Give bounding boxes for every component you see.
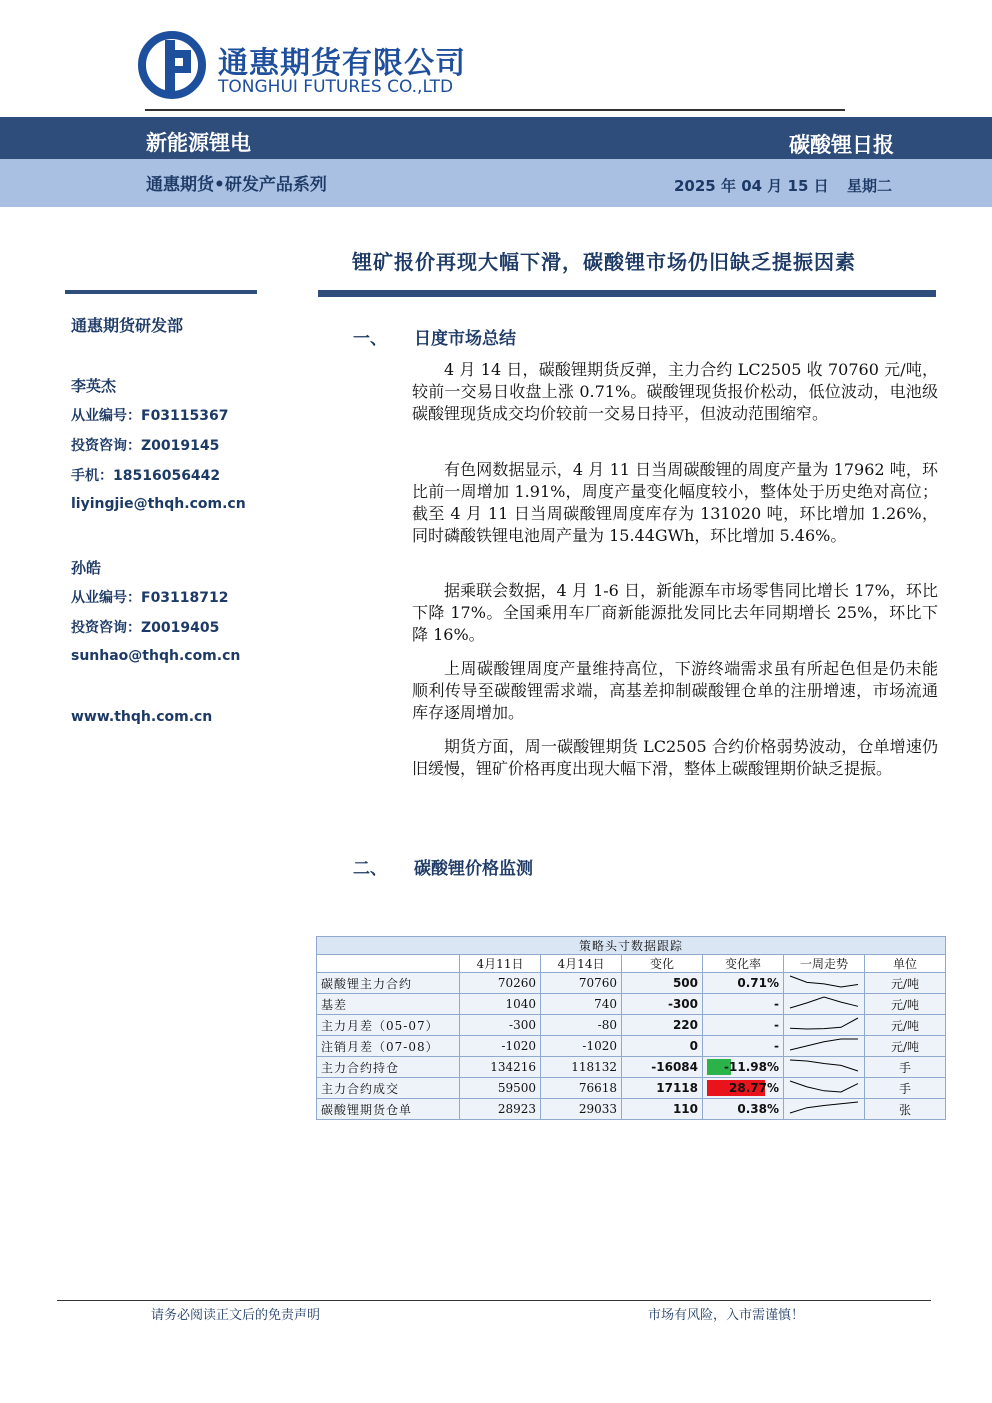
trend-line — [790, 997, 858, 1008]
cell-change: -16084 — [622, 1057, 703, 1078]
table-row — [317, 1015, 946, 1036]
cell-change-rate — [703, 973, 784, 994]
trend-sparkline — [784, 1036, 864, 1053]
change-rate-text: - — [774, 1018, 779, 1032]
cell-unit: 元/吨 — [865, 994, 946, 1015]
paragraph: 据乘联会数据，4 月 1-6 日，新能源车市场零售同比增长 17%，环比下降 17%。全国乘用车厂商新能源批发同比去年同期增长 25%，环比下降 16%。 — [412, 581, 938, 644]
cell-change: 500 — [622, 973, 703, 994]
analyst-email[interactable]: sunhao@thqh.com.cn — [71, 648, 241, 664]
title-divider — [318, 290, 936, 297]
disclaimer-note: 请务必阅读正文后的免责声明 — [151, 1308, 321, 1323]
cell-change-rate — [703, 1099, 784, 1120]
header-cell: 4月11日 — [460, 955, 541, 973]
website-link[interactable]: www.thqh.com.cn — [71, 709, 213, 725]
report-type-label: 碳酸锂日报 — [789, 133, 894, 157]
analyst-email[interactable]: liyingjie@thqh.com.cn — [71, 496, 246, 512]
trend-line — [790, 1102, 858, 1113]
change-rate-text: 28.77% — [729, 1081, 779, 1095]
header-cell: 变化率 — [703, 955, 784, 973]
cell-apr14: 76618 — [541, 1078, 622, 1099]
paragraph: 上周碳酸锂周度产量维持高位，下游终端需求虽有所起色但是仍未能顺利传导至碳酸锂需求端，高基差抑制碳酸锂仓单的注册增速，市场流通库存逐周增加。 — [412, 659, 938, 722]
row-label: 主力月差（05-07） — [317, 1015, 460, 1036]
paragraph: 有色网数据显示，4 月 11 日当周碳酸锂的周度产量为 17962 吨，环比前一周增加 1.91%，周度产量变化幅度较小，整体处于历史绝对高位；截至 4 月 11 日当周碳酸锂周度库存为 131020 吨，环比增加 1.26%，同时磷酸铁锂电池周产量为 15.44GWh，环比增加 5.46%。 — [412, 460, 938, 545]
cell-change-rate — [703, 1036, 784, 1057]
table-caption: 策略头寸数据跟踪 — [317, 937, 946, 955]
cell-apr11: 28923 — [460, 1099, 541, 1120]
cell-unit: 手 — [865, 1078, 946, 1099]
analyst-phone: 手机：18516056442 — [71, 468, 221, 484]
cell-unit: 手 — [865, 1057, 946, 1078]
table-row — [317, 973, 946, 994]
analyst-consult: 投资咨询：Z0019405 — [71, 620, 220, 636]
sector-label: 新能源锂电 — [146, 131, 251, 155]
report-weekday: 星期二 — [847, 177, 893, 195]
header-divider — [145, 109, 845, 111]
cell-trend — [784, 1099, 865, 1120]
analyst-license: 从业编号：F03115367 — [71, 408, 229, 424]
header-cell: 单位 — [865, 955, 946, 973]
analyst-license: 从业编号：F03118712 — [71, 590, 229, 606]
cell-apr11: 1040 — [460, 994, 541, 1015]
risk-warning: 市场有风险，入市需谨慎！ — [648, 1308, 805, 1323]
cell-change: 17118 — [622, 1078, 703, 1099]
department-name: 通惠期货研发部 — [71, 316, 184, 335]
row-label: 碳酸锂主力合约 — [317, 973, 460, 994]
series-label: 通惠期货•研发产品系列 — [146, 175, 327, 195]
section-title: 日度市场总结 — [414, 329, 516, 349]
cell-apr14: 740 — [541, 994, 622, 1015]
table-row — [317, 1057, 946, 1078]
trend-sparkline — [784, 1015, 864, 1032]
cell-change: 0 — [622, 1036, 703, 1057]
cell-apr11: -300 — [460, 1015, 541, 1036]
header-cell: 变化 — [622, 955, 703, 973]
change-rate-text: - — [774, 997, 779, 1011]
table-row — [317, 1078, 946, 1099]
cell-apr11: 59500 — [460, 1078, 541, 1099]
cell-trend — [784, 994, 865, 1015]
cell-unit: 元/吨 — [865, 1036, 946, 1057]
cell-change-rate — [703, 1057, 784, 1078]
company-logo-icon — [137, 30, 207, 100]
cell-apr14: 29033 — [541, 1099, 622, 1120]
row-label: 基差 — [317, 994, 460, 1015]
trend-line — [790, 1018, 858, 1029]
analyst-consult: 投资咨询：Z0019145 — [71, 438, 220, 454]
trend-sparkline — [784, 1099, 864, 1116]
cell-trend — [784, 1078, 865, 1099]
cell-apr11: 134216 — [460, 1057, 541, 1078]
cell-apr14: 118132 — [541, 1057, 622, 1078]
cell-change: 220 — [622, 1015, 703, 1036]
section-title: 碳酸锂价格监测 — [414, 859, 533, 879]
price-monitor-table — [316, 936, 946, 1120]
cell-change: 110 — [622, 1099, 703, 1120]
row-label: 注销月差（07-08） — [317, 1036, 460, 1057]
table-header-row — [317, 955, 946, 973]
change-rate-text: 0.38% — [737, 1102, 779, 1116]
trend-line — [790, 976, 858, 987]
trend-sparkline — [784, 1057, 864, 1074]
table-row — [317, 1036, 946, 1057]
section-number: 二、 — [353, 859, 387, 879]
sidebar-divider — [65, 290, 257, 294]
row-label: 主力合约持仓 — [317, 1057, 460, 1078]
trend-sparkline — [784, 1078, 864, 1095]
cell-apr14: -80 — [541, 1015, 622, 1036]
cell-change-rate — [703, 994, 784, 1015]
cell-unit: 元/吨 — [865, 1015, 946, 1036]
trend-line — [790, 1081, 858, 1092]
report-date: 2025 年 04 月 15 日 — [674, 177, 829, 195]
cell-unit: 元/吨 — [865, 973, 946, 994]
change-rate-text: 0.71% — [737, 976, 779, 990]
header-cell: 4月14日 — [541, 955, 622, 973]
cell-trend — [784, 1057, 865, 1078]
section-number: 一、 — [353, 329, 387, 349]
paragraph: 期货方面，周一碳酸锂期货 LC2505 合约价格弱势波动，仓单增速仍旧缓慢，锂矿价格再度出现大幅下滑，整体上碳酸锂期价缺乏提振。 — [412, 737, 938, 778]
company-name-cn: 通惠期货有限公司 — [218, 46, 466, 81]
analyst-name: 李英杰 — [71, 377, 117, 395]
cell-change-rate — [703, 1015, 784, 1036]
trend-line — [790, 1060, 858, 1071]
cell-trend — [784, 973, 865, 994]
row-label: 主力合约成交 — [317, 1078, 460, 1099]
analyst-name: 孙皓 — [71, 559, 102, 577]
row-label: 碳酸锂期货仓单 — [317, 1099, 460, 1120]
trend-sparkline — [784, 973, 864, 990]
paragraph: 4 月 14 日，碳酸锂期货反弹，主力合约 LC2505 收 70760 元/吨，较前一交易日收盘上涨 0.71%。碳酸锂现货报价松动，低位波动，电池级碳酸锂现货成交均价较前一交易日持平，但波动范围缩窄。 — [412, 360, 938, 423]
document-title: 锂矿报价再现大幅下滑，碳酸锂市场仍旧缺乏提振因素 — [352, 250, 856, 274]
change-rate-text: - — [774, 1039, 779, 1053]
table-row — [317, 994, 946, 1015]
cell-change: -300 — [622, 994, 703, 1015]
table-row — [317, 1099, 946, 1120]
header-cell: 一周走势 — [784, 955, 865, 973]
header-cell — [317, 955, 460, 973]
change-rate-text: -11.98% — [724, 1060, 779, 1074]
cell-change-rate — [703, 1078, 784, 1099]
cell-trend — [784, 1036, 865, 1057]
cell-unit: 张 — [865, 1099, 946, 1120]
cell-apr14: -1020 — [541, 1036, 622, 1057]
cell-apr11: -1020 — [460, 1036, 541, 1057]
trend-sparkline — [784, 994, 864, 1011]
cell-apr11: 70260 — [460, 973, 541, 994]
cell-apr14: 70760 — [541, 973, 622, 994]
cell-trend — [784, 1015, 865, 1036]
footer-divider — [57, 1300, 931, 1301]
trend-line — [790, 1039, 858, 1050]
company-name-en: TONGHUI FUTURES CO.,LTD — [218, 77, 454, 97]
